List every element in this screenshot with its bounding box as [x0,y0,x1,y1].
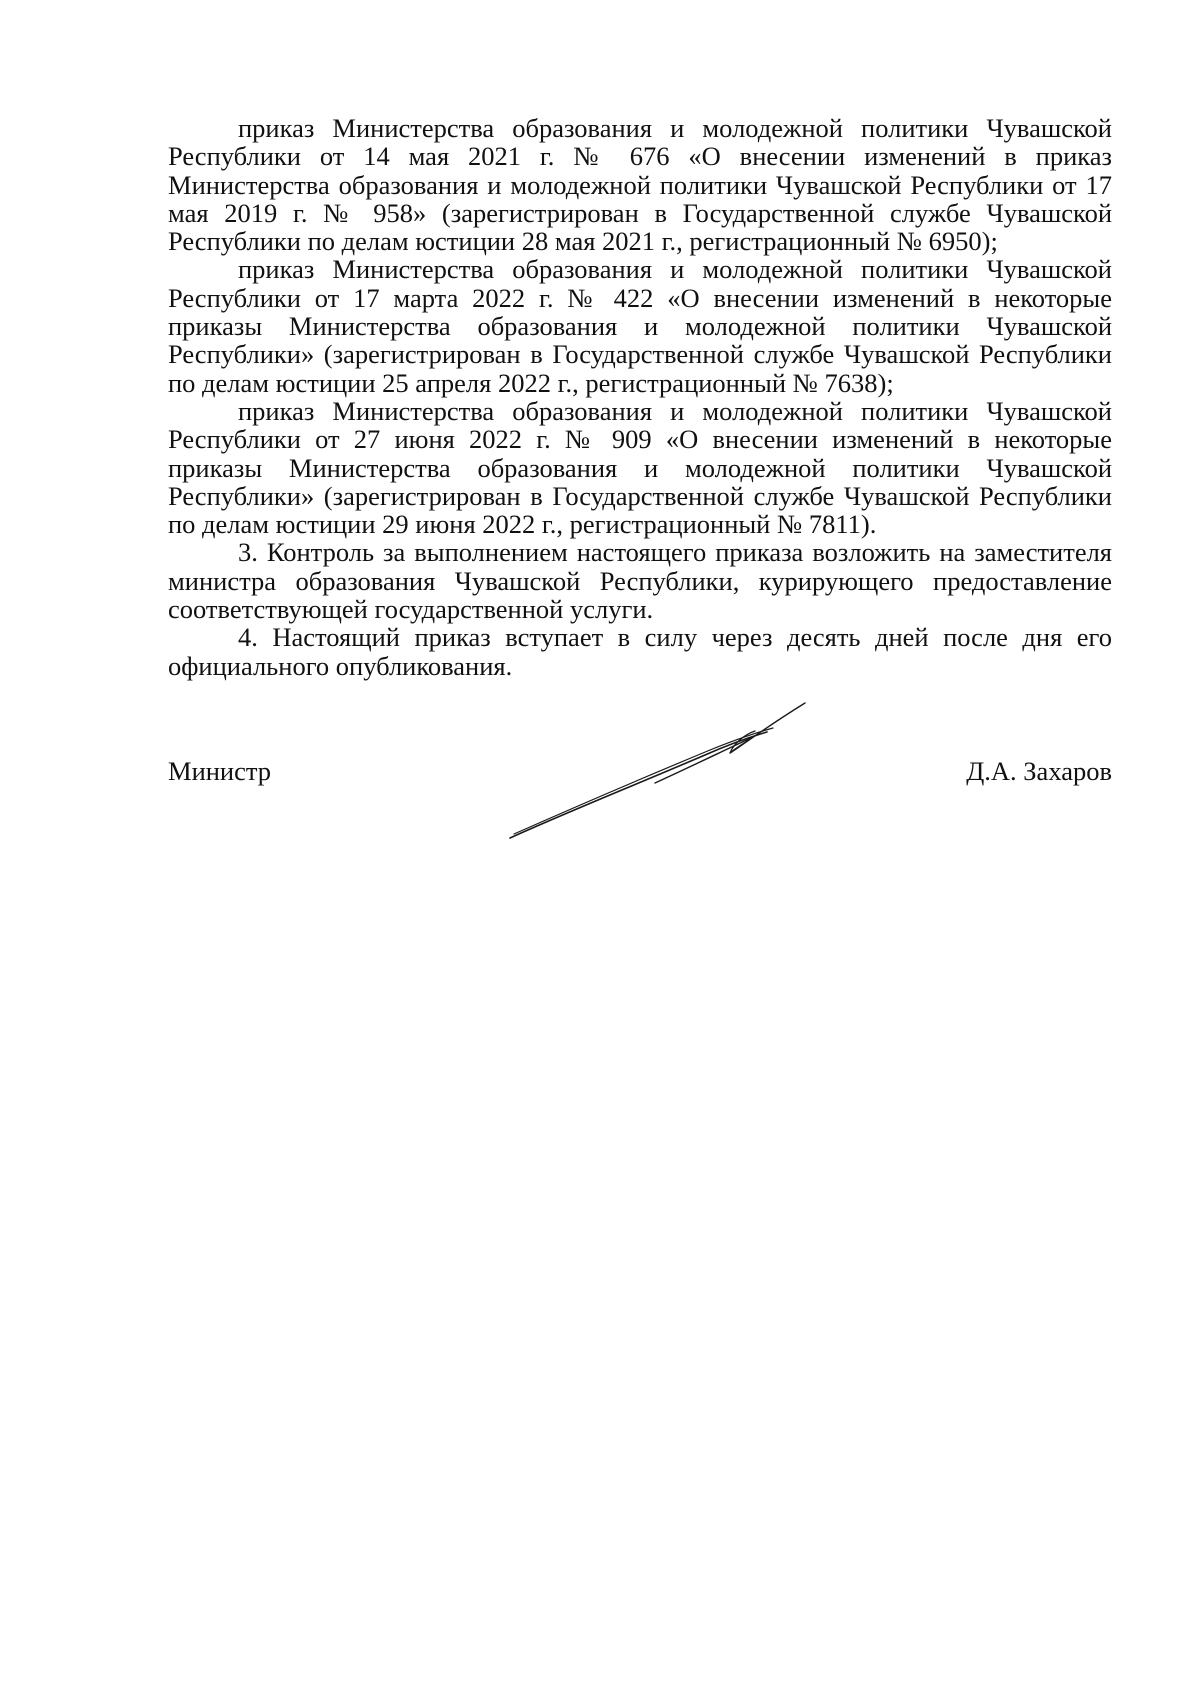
signatory-name: Д.А. Захаров [966,756,1112,786]
handwritten-signature [505,695,810,845]
paragraph-item-3: 3. Контроль за выполнением настоящего приказа возложить на заместителя министра образования Чувашской Республики, курирующего предоставление соответствующей государственной услуги. [168,537,1112,625]
paragraph-order-422: приказ Министерства образования и молодежной политики Чувашской Республики от 17 марта 2022 г. № 422 «О внесении изменений в некоторые приказы Министерства образования и молодежной политики Чувашской Республики» (зарегистрирован в Государственной службе Чувашской Республики по делам юстиции 25 апреля 2022 г., регистрационный № 7638); [168,254,1112,398]
signatory-title: Министр [168,756,272,786]
document-body [168,114,1112,680]
paragraph-order-909: приказ Министерства образования и молодежной политики Чувашской Республики от 27 июня 2022 г. № 909 «О внесении изменений в некоторые приказы Министерства образования и молодежной политики Чувашской Республики» (зарегистрирован в Государственной службе Чувашской Республики по делам юстиции 29 июня 2022 г., регистрационный № 7811). [168,395,1112,540]
paragraph-order-676: приказ Министерства образования и молодежной политики Чувашской Республики от 14 мая 2021 г. № 676 «О внесении изменений в приказ Министерства образования и молодежной политики Чувашской Республики от 17 мая 2019 г. № 958» (зарегистрирован в Государственной службе Чувашской Республики по делам юстиции 28 мая 2021 г., регистрационный № 6950); [168,113,1112,257]
paragraph-item-4: 4. Настоящий приказ вступает в силу через десять дней после дня его официального опубликования. [168,622,1112,681]
